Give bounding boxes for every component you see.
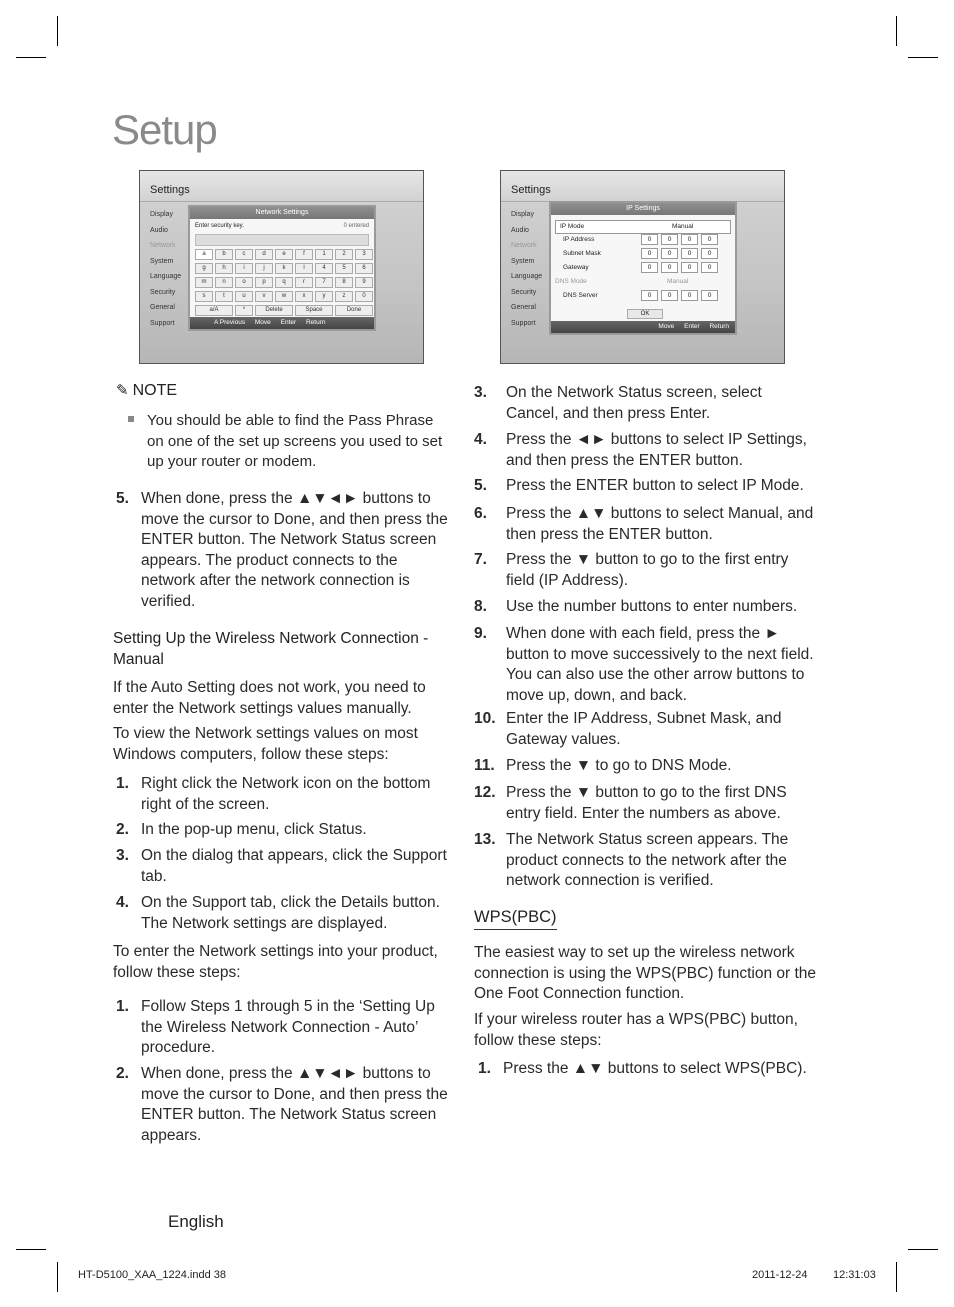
- step-text: In the pop-up menu, click Status.: [141, 821, 367, 838]
- menu-item: Support: [511, 319, 536, 327]
- print-time: 12:31:03: [833, 1269, 876, 1281]
- ip-setting-row: [555, 220, 731, 234]
- ip-octet-field: 0: [641, 290, 658, 301]
- ip-octet-field: 0: [701, 234, 718, 245]
- keyboard-key: d: [255, 249, 273, 260]
- ip-octet-field: 0: [681, 248, 698, 259]
- keyboard-key: Done: [335, 305, 373, 316]
- step-text: Press the ▲▼ buttons to select Manual, and then press the ENTER button.: [506, 505, 814, 543]
- popup-title: IP Settings: [551, 203, 735, 215]
- popup-footer: [190, 317, 374, 329]
- crop-mark: [16, 1249, 46, 1250]
- keyboard-key: p: [255, 277, 273, 288]
- keyboard-key: s: [195, 291, 213, 302]
- keyboard-key: g: [195, 263, 213, 274]
- note-title: NOTE: [132, 382, 178, 399]
- file-info: HT-D5100_XAA_1224.indd 38: [78, 1269, 226, 1281]
- keyboard-key: z: [335, 291, 353, 302]
- settings-header: Settings: [150, 184, 190, 196]
- keyboard-key: h: [215, 263, 233, 274]
- keyboard-key: c: [235, 249, 253, 260]
- keyboard-key: a: [195, 249, 213, 260]
- bullet-icon: [128, 416, 134, 422]
- step-number: 1.: [478, 1060, 491, 1077]
- step-number: 4.: [116, 894, 129, 911]
- keyboard-key: b: [215, 249, 233, 260]
- popup-footer: [551, 321, 735, 333]
- step-number: 1.: [116, 775, 129, 792]
- step-text: When done, press the ▲▼◄► buttons to move the cursor to Done, and then press the ENTER button. The Network Status screen appears. The product connects to the network after the network connection is verified.: [141, 490, 448, 610]
- keyboard-key: q: [275, 277, 293, 288]
- keyboard-key: y: [315, 291, 333, 302]
- keyboard-key: Delete: [255, 305, 293, 316]
- step-text: Use the number buttons to enter numbers.: [506, 598, 798, 615]
- menu-item: Language: [511, 273, 543, 280]
- ip-octet-field: 0: [681, 262, 698, 273]
- step-number: 13.: [474, 831, 496, 848]
- ip-octet-field: 0: [681, 234, 698, 245]
- ip-octet-field: 0: [661, 248, 678, 259]
- step-text: Follow Steps 1 through 5 in the ‘Setting Up the Wireless Network Connection - Auto’ procedure.: [141, 998, 435, 1056]
- menu-item: Security: [511, 288, 537, 296]
- step-number: 5.: [474, 477, 487, 494]
- step-number: 4.: [474, 431, 487, 448]
- keyboard-key: w: [275, 291, 293, 302]
- step-text: Enter the IP Address, Subnet Mask, and Gateway values.: [506, 710, 782, 748]
- ip-setting-label: DNS Mode: [555, 278, 587, 285]
- keyboard-key: 1: [315, 249, 333, 260]
- menu-item: Audio: [511, 226, 529, 234]
- keyboard-key: Space: [295, 305, 333, 316]
- settings-header: Settings: [511, 184, 551, 196]
- keyboard-key: l: [295, 263, 313, 274]
- ip-octet-field: 0: [701, 262, 718, 273]
- settings-menu: [511, 207, 542, 331]
- step-text: The Network Status screen appears. The product connects to the network after the network connection is verified.: [506, 831, 789, 889]
- menu-item: System: [511, 257, 535, 265]
- step-number: 3.: [474, 384, 487, 401]
- keyboard-key: f: [295, 249, 313, 260]
- paragraph: If the Auto Setting does not work, you need to enter the Network settings values manually.: [113, 679, 426, 717]
- section-heading: Setting Up the Wireless Network Connection - Manual: [113, 630, 429, 668]
- keyboard-key: r: [295, 277, 313, 288]
- network-settings-popup: [188, 205, 376, 331]
- step-text: Press the ◄► buttons to select IP Settings, and then press the ENTER button.: [506, 431, 807, 469]
- keyboard-key: o: [235, 277, 253, 288]
- footer-hint: Return: [709, 323, 729, 330]
- crop-mark: [896, 16, 897, 46]
- menu-item: Network: [511, 242, 537, 249]
- ip-octet-field: 0: [661, 262, 678, 273]
- keyboard-key: x: [295, 291, 313, 302]
- key-input-field: [195, 234, 369, 246]
- note-text: You should be able to find the Pass Phrase on one of the set up screens you used to set up your router or modem.: [147, 412, 443, 470]
- step-text: When done, press the ▲▼◄► buttons to move the cursor to Done, and then press the ENTER button. The Network Status screen appears.: [141, 1065, 448, 1144]
- keyboard-key: a/A: [195, 305, 233, 316]
- crop-mark: [908, 57, 938, 58]
- step-number: 10.: [474, 710, 496, 727]
- menu-item: Language: [150, 273, 182, 280]
- ip-setting-row: [551, 276, 735, 288]
- keyboard-key: e: [275, 249, 293, 260]
- step-text: On the Network Status screen, select Cancel, and then press Enter.: [506, 384, 762, 422]
- step-number: 5.: [116, 490, 129, 507]
- step-number: 9.: [474, 625, 487, 642]
- keyboard-key: i: [235, 263, 253, 274]
- step-text: On the Support tab, click the Details button. The Network settings are displayed.: [141, 894, 440, 932]
- step-text: Press the ▼ button to go to the first entry field (IP Address).: [506, 551, 789, 589]
- footer-hint: Return: [305, 319, 326, 326]
- keyboard-key: 6: [355, 263, 373, 274]
- ip-octet-field: 0: [661, 290, 678, 301]
- ok-button: OK: [627, 309, 663, 319]
- keyboard-key: 4: [315, 263, 333, 274]
- ip-settings-popup: [549, 201, 737, 335]
- step-number: 2.: [116, 1065, 129, 1082]
- language-label: English: [168, 1212, 224, 1231]
- ip-octet-field: 0: [661, 234, 678, 245]
- keyboard-key: 8: [335, 277, 353, 288]
- step-text: Press the ENTER button to select IP Mode.: [506, 477, 804, 494]
- page-title: Setup: [112, 106, 217, 153]
- keyboard-key: k: [275, 263, 293, 274]
- ip-setting-row: [551, 234, 735, 246]
- ip-setting-row: [551, 248, 735, 260]
- ip-settings-screenshot: [500, 170, 785, 364]
- step-number: 2.: [116, 821, 129, 838]
- step-text: Right click the Network icon on the bottom right of the screen.: [141, 775, 431, 813]
- menu-item: General: [150, 304, 175, 311]
- ip-octet-field: 0: [641, 234, 658, 245]
- keyboard-key: t: [215, 291, 233, 302]
- step-number: 7.: [474, 551, 487, 568]
- crop-mark: [57, 16, 58, 46]
- crop-mark: [57, 1262, 58, 1292]
- footer-hint: A Previous: [214, 319, 246, 326]
- note-heading: [116, 381, 177, 400]
- step-number: 11.: [474, 757, 495, 774]
- menu-item: Security: [150, 288, 176, 296]
- settings-menu: [150, 207, 181, 331]
- ip-octet-field: 0: [681, 290, 698, 301]
- keyboard-key: v: [255, 291, 273, 302]
- step-number: 3.: [116, 847, 129, 864]
- ip-setting-value: Manual: [667, 278, 689, 285]
- keyboard-key: 7: [315, 277, 333, 288]
- paragraph: To enter the Network settings into your product, follow these steps:: [113, 943, 438, 981]
- keyboard-key: m: [195, 277, 213, 288]
- ip-settings-rows: [551, 220, 735, 312]
- wps-heading: WPS(PBC): [474, 908, 557, 930]
- menu-item: Audio: [150, 226, 168, 234]
- keyboard-key: n: [215, 277, 233, 288]
- step-text: On the dialog that appears, click the Support tab.: [141, 847, 447, 885]
- ip-octet-field: 0: [701, 290, 718, 301]
- menu-item: Display: [150, 211, 173, 218]
- step-text: When done with each field, press the ► button to move successively to the next field. You can also use the other arrow buttons to move up, down, and back.: [506, 625, 814, 704]
- ip-setting-label: Subnet Mask: [563, 250, 601, 257]
- paragraph: To view the Network settings values on most Windows computers, follow these steps:: [113, 725, 418, 763]
- ip-octet-field: 0: [701, 248, 718, 259]
- step-number: 6.: [474, 505, 487, 522]
- crop-mark: [896, 1262, 897, 1292]
- menu-item: General: [511, 304, 536, 311]
- keyboard-key: 9: [355, 277, 373, 288]
- step-number: 8.: [474, 598, 487, 615]
- popup-title: Network Settings: [190, 207, 374, 219]
- print-date: 2011-12-24: [752, 1269, 808, 1281]
- keyboard-key: j: [255, 263, 273, 274]
- footer-hint: Enter: [280, 319, 297, 326]
- entered-count: 0 entered: [343, 223, 369, 229]
- paragraph: If your wireless router has a WPS(PBC) button, follow these steps:: [474, 1011, 798, 1049]
- menu-item: Display: [511, 211, 534, 218]
- menu-item: Network: [150, 242, 176, 249]
- keyboard-key: u: [235, 291, 253, 302]
- ip-setting-label: DNS Server: [563, 292, 598, 299]
- step-text: Press the ▲▼ buttons to select WPS(PBC).: [503, 1060, 807, 1077]
- ip-setting-row: [551, 262, 735, 274]
- network-settings-screenshot: [139, 170, 424, 364]
- ip-setting-row: [551, 290, 735, 302]
- ip-setting-label: Gateway: [563, 264, 589, 271]
- ip-setting-label: IP Address: [563, 236, 595, 243]
- crop-mark: [16, 57, 46, 58]
- keyboard-key: 5: [335, 263, 353, 274]
- ip-octet-field: 0: [641, 248, 658, 259]
- keyboard-key: 0: [355, 291, 373, 302]
- step-number: 12.: [474, 784, 496, 801]
- step-number: 1.: [116, 998, 129, 1015]
- keyboard-key: *: [235, 305, 253, 316]
- menu-item: Support: [150, 319, 175, 327]
- footer-hint: Enter: [684, 323, 700, 330]
- keyboard-key: 3: [355, 249, 373, 260]
- menu-item: System: [150, 257, 174, 265]
- step-text: Press the ▼ button to go to the first DNS entry field. Enter the numbers as above.: [506, 784, 787, 822]
- ip-setting-label: IP Mode: [560, 223, 585, 230]
- ip-octet-field: 0: [641, 262, 658, 273]
- keyboard-key: 2: [335, 249, 353, 260]
- ip-setting-value: Manual: [672, 223, 694, 230]
- crop-mark: [908, 1249, 938, 1250]
- virtual-keyboard: [195, 249, 371, 315]
- footer-hint: Move: [254, 319, 271, 326]
- step-text: Press the ▼ to go to DNS Mode.: [506, 757, 732, 774]
- prompt-text: Enter security key.: [195, 223, 244, 229]
- paragraph: The easiest way to set up the wireless network connection is using the WPS(PBC) function or the One Foot Connection function.: [474, 944, 817, 1002]
- footer-hint: Move: [658, 323, 675, 330]
- pencil-icon: ✎: [116, 382, 129, 399]
